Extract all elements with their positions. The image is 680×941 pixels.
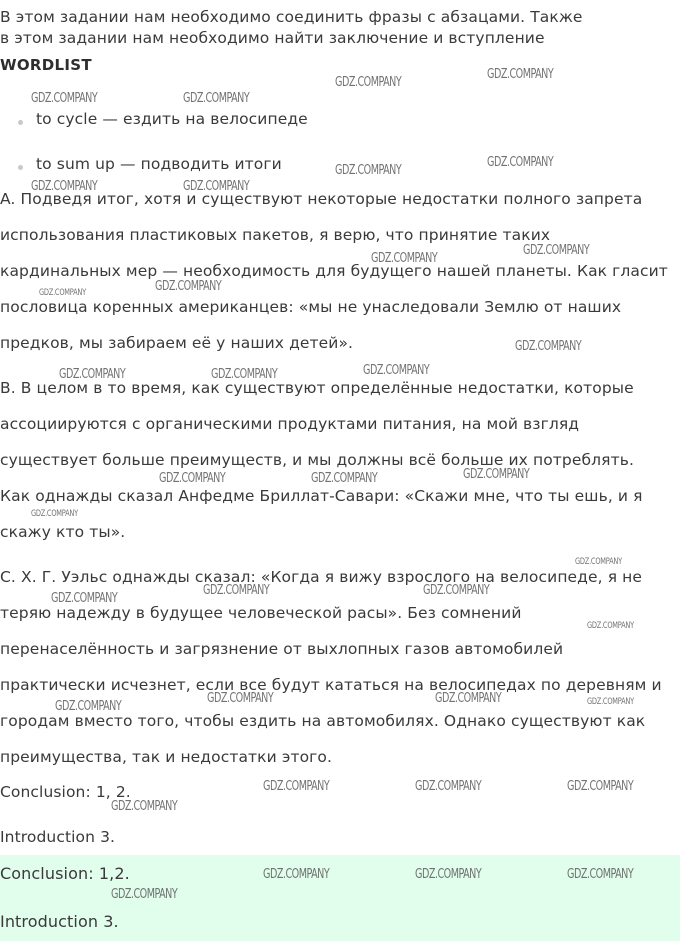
result-introduction: Introduction 3. xyxy=(0,828,116,846)
watermark-logo: GDZ.COMPANY xyxy=(263,867,330,882)
paragraph-c-line: практически исчезнет, если все будут кататься на велосипедах по деревням и xyxy=(0,676,662,694)
watermark-logo: GDZ.COMPANY xyxy=(55,699,122,714)
watermark-logo: GDZ.COMPANY xyxy=(39,288,86,298)
watermark-logo: GDZ.COMPANY xyxy=(587,697,634,707)
watermark-logo: GDZ.COMPANY xyxy=(435,691,502,706)
watermark-logo: GDZ.COMPANY xyxy=(59,367,126,382)
watermark-logo: GDZ.COMPANY xyxy=(487,155,554,170)
watermark-logo: GDZ.COMPANY xyxy=(111,799,178,814)
watermark-logo: GDZ.COMPANY xyxy=(515,339,582,354)
paragraph-c-line: C. Х. Г. Уэльс однажды сказал: «Когда я вижу взрослого на велосипеде, я не xyxy=(0,568,643,586)
paragraph-b-line: ассоциируются с органическими продуктами питания, на мой взгляд xyxy=(0,415,580,433)
watermark-logo: GDZ.COMPANY xyxy=(463,467,530,482)
paragraph-c-line: преимущества, так и недостатки этого. xyxy=(0,748,333,766)
answer-introduction: Introduction 3. xyxy=(0,912,119,931)
wordlist-item: to sum up — подводить итоги xyxy=(36,155,282,173)
watermark-logo: GDZ.COMPANY xyxy=(207,691,274,706)
intro-text-cut: в этом задании нам необходимо найти заключение и вступление xyxy=(0,29,545,47)
wordlist-item: to cycle — ездить на велосипеде xyxy=(36,110,308,128)
paragraph-c-line: теряю надежду в будущее человеческой расы». Без сомнений xyxy=(0,604,522,622)
watermark-logo: GDZ.COMPANY xyxy=(415,867,482,882)
watermark-logo: GDZ.COMPANY xyxy=(155,279,222,294)
watermark-logo: GDZ.COMPANY xyxy=(159,471,226,486)
watermark-logo: GDZ.COMPANY xyxy=(183,179,250,194)
wordlist-title: WORDLIST xyxy=(0,56,92,74)
paragraph-a-line: пословица коренных американцев: «мы не унаследовали Землю от наших xyxy=(0,298,622,316)
watermark-logo: GDZ.COMPANY xyxy=(423,583,490,598)
paragraph-b-line: B. В целом в то время, как существуют определённые недостатки, которые xyxy=(0,379,634,397)
watermark-logo: GDZ.COMPANY xyxy=(335,75,402,90)
watermark-logo: GDZ.COMPANY xyxy=(363,363,430,378)
watermark-logo: GDZ.COMPANY xyxy=(203,583,270,598)
watermark-logo: GDZ.COMPANY xyxy=(575,557,622,567)
watermark-logo: GDZ.COMPANY xyxy=(111,887,178,902)
watermark-logo: GDZ.COMPANY xyxy=(567,779,634,794)
paragraph-a-line: использования пластиковых пакетов, я верю, что принятие таких xyxy=(0,226,551,244)
watermark-logo: GDZ.COMPANY xyxy=(311,471,378,486)
watermark-logo: GDZ.COMPANY xyxy=(211,367,278,382)
paragraph-b-line: существует больше преимуществ, и мы должны всё больше их потреблять. xyxy=(0,451,634,469)
watermark-logo: GDZ.COMPANY xyxy=(523,243,590,258)
paragraph-b-line: скажу кто ты». xyxy=(0,523,126,541)
intro-text: В этом задании нам необходимо соединить фразы с абзацами. Также xyxy=(0,8,583,26)
watermark-logo: GDZ.COMPANY xyxy=(51,591,118,606)
watermark-logo: GDZ.COMPANY xyxy=(371,251,438,266)
watermark-logo: GDZ.COMPANY xyxy=(335,163,402,178)
result-conclusion: Conclusion: 1, 2. xyxy=(0,783,131,801)
bullet-icon xyxy=(18,165,23,170)
watermark-logo: GDZ.COMPANY xyxy=(263,779,330,794)
watermark-logo: GDZ.COMPANY xyxy=(567,867,634,882)
bullet-icon xyxy=(18,120,23,125)
watermark-logo: GDZ.COMPANY xyxy=(587,621,634,631)
watermark-logo: GDZ.COMPANY xyxy=(31,509,78,519)
paragraph-c-line: городам вместо того, чтобы ездить на автомобилях. Однако существуют как xyxy=(0,712,646,730)
paragraph-c-line: перенаселённость и загрязнение от выхлопных газов автомобилей xyxy=(0,640,564,658)
paragraph-a-line: A. Подведя итог, хотя и существуют некоторые недостатки полного запрета xyxy=(0,190,643,208)
watermark-logo: GDZ.COMPANY xyxy=(31,91,98,106)
paragraph-b-line: Как однажды сказал Анфедме Бриллат-Савари: «Скажи мне, что ты ешь, и я xyxy=(0,487,643,505)
watermark-logo: GDZ.COMPANY xyxy=(487,67,554,82)
answer-conclusion: Conclusion: 1,2. xyxy=(0,864,130,883)
watermark-logo: GDZ.COMPANY xyxy=(183,91,250,106)
watermark-logo: GDZ.COMPANY xyxy=(415,779,482,794)
paragraph-a-line: кардинальных мер — необходимость для будущего нашей планеты. Как гласит xyxy=(0,262,668,280)
paragraph-a-line: предков, мы забираем её у наших детей». xyxy=(0,334,354,352)
watermark-logo: GDZ.COMPANY xyxy=(31,179,98,194)
